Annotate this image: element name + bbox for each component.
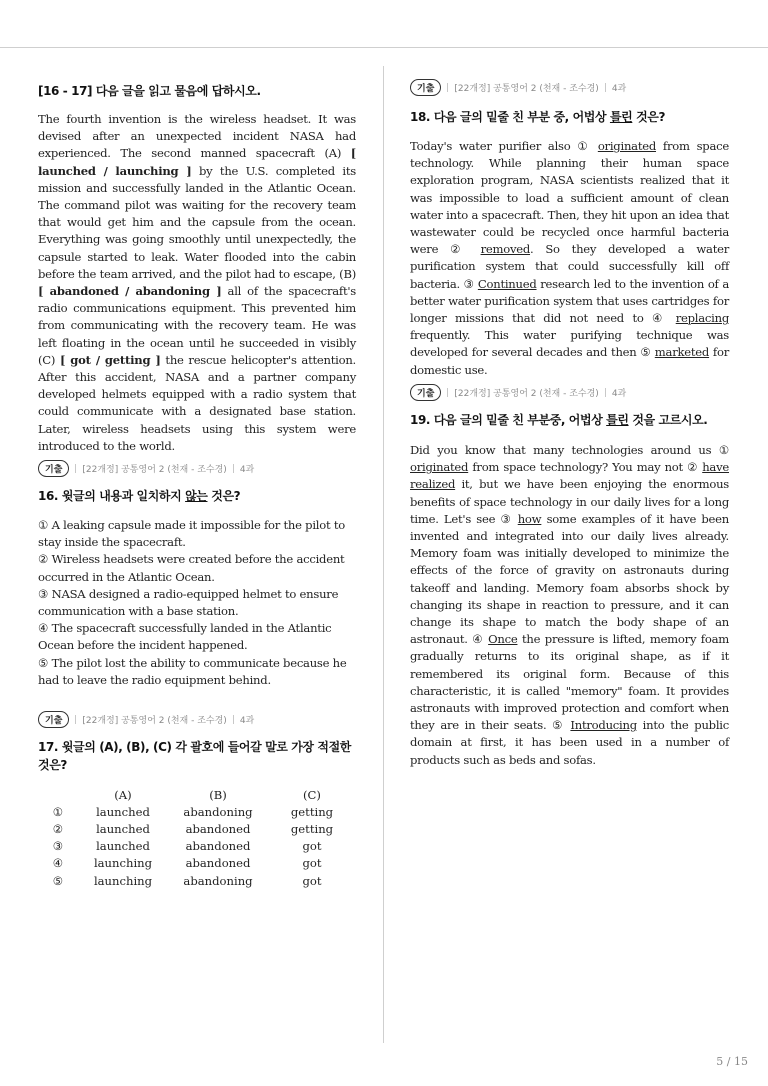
choice-c: getting <box>290 804 334 819</box>
reading-passage <box>38 111 356 455</box>
question-19-passage <box>410 442 729 769</box>
source-tag: 기출 <box>410 79 441 96</box>
q19-text: into the public domain at first, it has been used in a number of products such as beds and sofas. <box>410 718 729 767</box>
header-a: (A) <box>114 787 132 802</box>
separator <box>233 715 234 724</box>
q18-underlined-3[interactable]: Continued <box>477 276 537 291</box>
source-row-q18 <box>410 79 626 95</box>
q18-title-emphasis: 틀린 <box>609 110 633 124</box>
q19-underlined-4[interactable]: Once <box>488 632 518 647</box>
question-16-title <box>38 487 356 505</box>
source-tag: 기출 <box>38 460 69 477</box>
source-text: [22개정] 공통영어 2 (천재 - 조수경) <box>82 715 227 726</box>
q19-text: from space technology? You may not ② <box>468 460 703 475</box>
choice-b: abandoned <box>185 856 251 871</box>
source-lesson: 4과 <box>239 715 255 726</box>
source-lesson: 4과 <box>239 464 255 475</box>
q19-underlined-3[interactable]: how <box>517 511 542 526</box>
source-lesson: 4과 <box>611 83 627 94</box>
q19-title-pre: 19. 다음 글의 밑줄 친 부분중, 어법상 <box>410 413 607 427</box>
answer-row-1[interactable] <box>38 803 356 820</box>
option-5[interactable]: ⑤ The pilot lost the ability to communicate because he had to leave the radio equipment behind. <box>38 655 347 687</box>
q19-underlined-2[interactable]: have realized <box>410 460 729 492</box>
option-4[interactable]: ④ The spacecraft successfully landed in the Atlantic Ocean before the incident happened. <box>38 621 332 653</box>
passage-text-1: The fourth invention is the wireless headset. It was devised after an unexpected incident NASA had experienced. The second manned spacecraft (A) <box>38 112 356 161</box>
choice-a: launched <box>96 839 150 854</box>
question-19-title <box>410 411 729 429</box>
q18-underlined-2[interactable]: removed <box>480 242 531 257</box>
q18-text: . So they developed a water purification system that could successfully kill off bacteria. ③ <box>410 242 730 291</box>
q18-text: Today's water purifier also ① <box>410 139 598 153</box>
source-row-q19 <box>410 384 626 400</box>
q18-text: for domestic use. <box>410 345 730 377</box>
q19-text: some examples of it have been invented and integrated into our daily lives already. Memory foam was initially developed to minimize the effects of the force of gravity on astronauts during takeoff and landing. Memory foam absorbs shock by changing its shape in reaction to pressure, and it can change its shape to match the body shape of an astronaut. ④ <box>410 511 729 647</box>
answer-row-2[interactable] <box>38 820 356 837</box>
q18-underlined-4[interactable]: replacing <box>675 311 729 326</box>
q18-text: from space technology. While planning their human space exploration program, NASA scientists realized that it was impossible to load a sufficient amount of clean water into a spacecraft. Then, they hit upon an idea that wastewater could be recycled once harmful bacteria were ② <box>410 139 729 257</box>
choice-number: ① <box>52 804 64 819</box>
question-18-title <box>410 108 729 126</box>
answer-row-5[interactable] <box>38 872 356 889</box>
header-rule <box>0 47 768 48</box>
source-tag: 기출 <box>410 384 441 401</box>
choice-b: abandoning <box>183 804 253 819</box>
separator <box>447 83 448 92</box>
choice-b: abandoned <box>185 821 251 836</box>
header-b: (B) <box>209 787 227 802</box>
option-2[interactable]: ② Wireless headsets were created before the accident occurred in the Atlantic Ocean. <box>38 552 345 584</box>
q19-underlined-1[interactable]: originated <box>410 460 469 475</box>
passage-text-2: by the U.S. completed its mission and successfully landed in the Atlantic Ocean. The command pilot was waiting for the recovery team that would get him and the capsule from the ocean. Everything was going smoothly until unexpectedly, the capsule started to leak. Water flooded into the cabin before the team arrived, and the pilot had to escape, (B) <box>38 163 356 281</box>
q19-underlined-5[interactable]: Introducing <box>570 718 637 733</box>
bracket-b: [ abandoned / abandoning ] <box>38 284 222 299</box>
header-blank <box>38 786 78 803</box>
bracket-c: [ got / getting ] <box>59 352 161 367</box>
choice-number: ④ <box>52 856 64 871</box>
choice-a: launched <box>96 821 150 836</box>
choice-a: launched <box>96 804 150 819</box>
question-17-title: 17. 윗글의 (A), (B), (C) 각 괄호에 들어갈 말로 가장 적절한 것은? <box>38 740 351 772</box>
choice-number: ② <box>52 821 64 836</box>
q18-title-pre: 18. 다음 글의 밑줄 친 부분 중, 어법상 <box>410 110 610 124</box>
q16-title-post: 것은? <box>207 489 241 503</box>
choice-c: got <box>302 839 322 854</box>
source-row-q17 <box>38 711 254 727</box>
answer-row-4[interactable] <box>38 855 356 872</box>
source-tag: 기출 <box>38 711 69 728</box>
q19-text: the pressure is lifted, memory foam gradually returns to its original shape, as if it remembered its original form. Because of this characteristic, it is called "memory" foam. It provides astronauts with improved protection and comfort when they are in their seats. ⑤ <box>410 632 729 733</box>
choice-c: getting <box>290 821 334 836</box>
source-text: [22개정] 공통영어 2 (천재 - 조수경) <box>454 388 599 399</box>
column-divider <box>383 66 384 1043</box>
question-16-options <box>38 517 356 689</box>
separator <box>605 83 606 92</box>
choice-b: abandoning <box>183 873 253 888</box>
choice-c: got <box>302 873 322 888</box>
choice-b: abandoned <box>185 839 251 854</box>
answer-row-3[interactable] <box>38 838 356 855</box>
q19-text: it, but we have been enjoying the enormous benefits of space technology in our daily lives for a long time. Let's see ③ <box>410 477 729 526</box>
source-text: [22개정] 공통영어 2 (천재 - 조수경) <box>454 83 599 94</box>
separator <box>75 464 76 473</box>
q18-text: frequently. This water purifying technique was developed for several decades and then ⑤ <box>410 328 729 360</box>
choice-a: launching <box>93 856 153 871</box>
source-row-q16 <box>38 460 254 476</box>
q19-text: Did you know that many technologies around us ① <box>410 443 729 457</box>
q18-text: research led to the invention of a better water purification system that uses cartridges for longer missions that did not need to ④ <box>410 276 729 326</box>
passage-text-3: all of the spacecraft's radio communications equipment. This prevented him from communicating with the recovery team. He was left floating in the ocean until he succeeded in visibly (C) <box>38 284 356 367</box>
q18-underlined-5[interactable]: marketed <box>654 345 710 360</box>
source-text: [22개정] 공통영어 2 (천재 - 조수경) <box>82 464 227 475</box>
answer-table <box>38 786 356 889</box>
q16-title-emphasis: 않는 <box>185 489 208 503</box>
q18-title-post: 것은? <box>632 110 666 124</box>
page-number: 5 / 15 <box>716 1055 748 1068</box>
option-1[interactable]: ① A leaking capsule made it impossible for the pilot to stay inside the spacecraft. <box>38 518 345 550</box>
question-18-passage <box>410 138 729 379</box>
q19-title-emphasis: 틀린 <box>606 413 629 427</box>
bracket-a: [ launched / launching ] <box>38 146 356 178</box>
option-3[interactable]: ③ NASA designed a radio-equipped helmet to ensure communication with a base station. <box>38 586 339 619</box>
choice-number: ⑤ <box>52 873 64 888</box>
header-c: (C) <box>303 787 321 802</box>
choice-number: ③ <box>52 839 64 854</box>
choice-a: launching <box>93 873 153 888</box>
separator <box>75 715 76 724</box>
section-title: [16 - 17] 다음 글을 읽고 물음에 답하시오. <box>38 84 261 98</box>
separator <box>233 464 234 473</box>
passage-text-4: the rescue helicopter's attention. After this accident, NASA and a partner company developed helmets equipped with a radio system that could communicate with a designated base station. Later, wireless headsets using this system were introduced to the world. <box>38 352 356 453</box>
q19-title-post: 것을 고르시오. <box>628 413 708 427</box>
q16-title-pre: 16. 윗글의 내용과 일치하지 <box>38 489 186 503</box>
separator <box>605 388 606 397</box>
q18-underlined-1[interactable]: originated <box>597 139 657 153</box>
answer-table-header <box>38 786 356 803</box>
choice-c: got <box>302 856 322 871</box>
separator <box>447 388 448 397</box>
source-lesson: 4과 <box>611 388 627 399</box>
